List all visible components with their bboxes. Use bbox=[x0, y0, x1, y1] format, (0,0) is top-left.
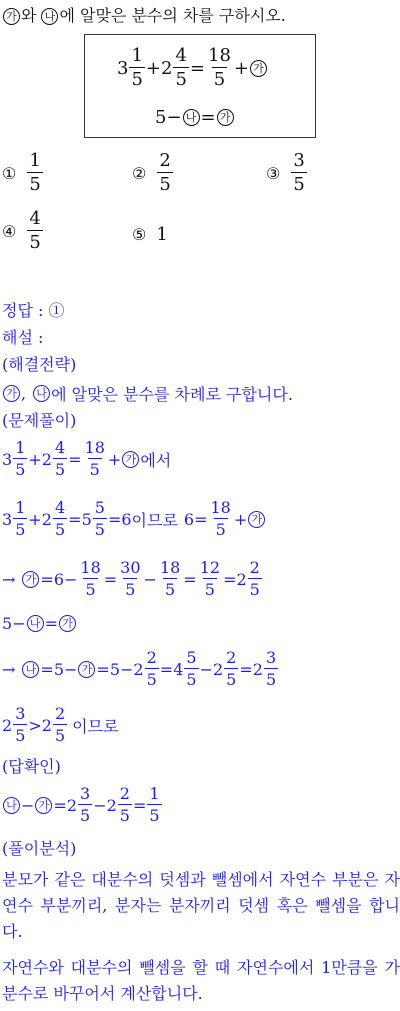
marker-ga-icon: 가 bbox=[3, 385, 20, 402]
option-2[interactable] bbox=[132, 152, 174, 194]
strategy-heading: (해결전략) bbox=[2, 355, 77, 374]
fraction: $\frac{3}{5}$ bbox=[293, 150, 305, 195]
analysis-paragraph-2: 자연수와 대분수의 뺄셈을 할 때 자연수에서 1만큼을 가분수로 바꾸어서 계산합니다. bbox=[2, 958, 400, 1003]
marker-ga-icon: 가 bbox=[59, 615, 76, 632]
solution-step-6: 2 $\frac{3}{5}$ > 2 $\frac{2}{5}$ 이므로 bbox=[2, 704, 119, 745]
option-1[interactable] bbox=[2, 152, 44, 194]
option-number: ⑤ bbox=[132, 225, 147, 244]
analysis-paragraph-1: 분모가 같은 대분수의 덧셈과 뺄셈에서 자연수 부분은 자연수 부분끼리, 분자는 분자끼리 덧셈 혹은 뺄셈을 합니다. bbox=[2, 870, 400, 941]
marker-ga-icon: 가 bbox=[248, 511, 265, 528]
solution-step-2: 3 $\frac{1}{5}$ + 2 $\frac{4}{5}$ = 5 $\frac{5}{5}$ = 6 이므로 6 = $\frac{18}{5}$ + 가 bbox=[2, 500, 266, 538]
marker-ga-icon: 가 bbox=[3, 8, 20, 25]
check-step: 나 − 가 = 2 $\frac{3}{5}$ − 2 $\frac{2}{5}$ = $\frac{1}{5}$ bbox=[2, 786, 163, 824]
marker-na-icon: 나 bbox=[22, 661, 39, 678]
marker-na-icon: 나 bbox=[3, 797, 20, 814]
option-4[interactable] bbox=[2, 210, 44, 252]
check-heading: (답확인) bbox=[2, 757, 61, 776]
analysis-heading: (풀이분석) bbox=[2, 839, 77, 858]
solution-step-4: 5 − 나 = 가 bbox=[2, 614, 77, 633]
marker-na-icon: 나 bbox=[27, 615, 44, 632]
marker-ga-icon: 가 bbox=[217, 109, 234, 126]
option-number: ③ bbox=[266, 163, 281, 183]
question-part-b: 에 알맞은 분수의 차를 구하시오. bbox=[59, 6, 286, 25]
solution-step-1: 3 $\frac{1}{5}$ + 2 $\frac{4}{5}$ = $\frac{18}{5}$ + 가 에서 bbox=[2, 438, 172, 479]
option-number: ② bbox=[132, 163, 147, 183]
plus-sign: + bbox=[145, 57, 161, 79]
fraction: $\frac{18}{5}$ bbox=[208, 45, 231, 90]
equals-sign: = bbox=[189, 57, 205, 79]
marker-ga-icon: 가 bbox=[22, 571, 39, 588]
solution-step-5: → 나 = 5 − 가 = 5 − 2 $\frac{2}{5}$ = 4 $\frac{5}{5}$ − 2 $\frac{2}{5}$ = 2 $\frac{3}{5}$ bbox=[2, 648, 277, 689]
equation-line-2 bbox=[155, 107, 235, 128]
option-3[interactable] bbox=[266, 152, 308, 194]
marker-na-icon: 나 bbox=[33, 385, 50, 402]
minus-sign: − bbox=[166, 107, 182, 128]
marker-ga-icon: 가 bbox=[78, 661, 95, 678]
marker-na-icon: 나 bbox=[183, 109, 200, 126]
equation-box bbox=[84, 34, 316, 138]
explain-label: 해설 : bbox=[2, 328, 44, 347]
option-number: ④ bbox=[2, 221, 17, 241]
equals-sign: = bbox=[200, 107, 216, 128]
equation-line-1 bbox=[117, 47, 268, 89]
marker-ga-icon: 가 bbox=[35, 797, 52, 814]
question-part-a: 와 bbox=[21, 6, 37, 25]
option-5[interactable] bbox=[132, 224, 168, 245]
marker-na-icon: 나 bbox=[41, 8, 58, 25]
fraction: $\frac{1}{5}$ bbox=[131, 45, 143, 90]
strategy-text bbox=[2, 382, 293, 405]
option-number: ① bbox=[2, 163, 17, 183]
whole: 3 bbox=[117, 57, 129, 79]
marker-ga-icon: 가 bbox=[250, 60, 267, 77]
fraction: $\frac{4}{5}$ bbox=[29, 208, 41, 253]
comma: , bbox=[21, 384, 27, 403]
fraction: $\frac{1}{5}$ bbox=[29, 150, 41, 195]
whole: 2 bbox=[161, 57, 173, 79]
option-value: 1 bbox=[156, 224, 168, 245]
answer-label: 정답 : ① bbox=[2, 301, 65, 320]
solution-step-3: → 가 = 6 − $\frac{18}{5}$ = $\frac{30}{5}$ − $\frac{18}{5}$ = $\frac{12}{5}$ = 2 $\frac{2}{5}$ bbox=[2, 558, 260, 599]
process-heading: (문제풀이) bbox=[2, 411, 77, 430]
number: 5 bbox=[155, 107, 167, 128]
fraction: $\frac{4}{5}$ bbox=[175, 45, 187, 90]
question-text bbox=[2, 6, 400, 26]
strategy-sentence: 에 알맞은 분수를 차례로 구합니다. bbox=[51, 385, 293, 404]
plus-sign: + bbox=[233, 57, 249, 79]
fraction: $\frac{2}{5}$ bbox=[159, 150, 171, 195]
marker-ga-icon: 가 bbox=[122, 451, 139, 468]
